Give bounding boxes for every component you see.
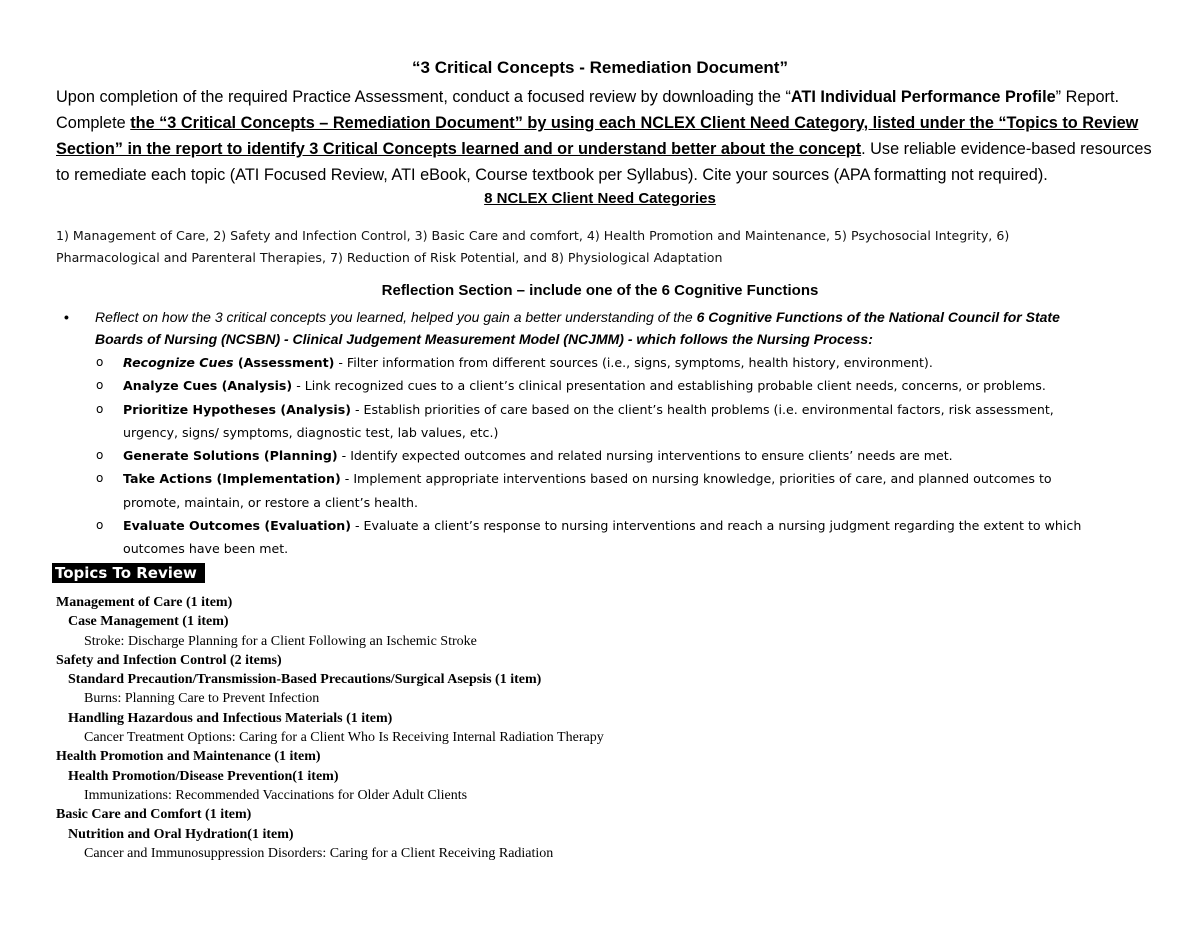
cognitive-function-description: - Evaluate a client’s response to nursing interventions and reach a nursing judgment regarding the extent to which <box>350 518 1082 534</box>
cognitive-function-description: - Implement appropriate interventions based on nursing knowledge, priorities of care, and planned outcomes to <box>340 471 1052 487</box>
topic-item: Stroke: Discharge Planning for a Client Following an Ischemic Stroke <box>84 633 477 649</box>
cognitive-function-term: (Assessment) <box>233 355 335 370</box>
cognitive-function-item <box>96 444 1156 467</box>
categories-line: 1) Management of Care, 2) Safety and Infection Control, 3) Basic Care and comfort, 4) Health Promotion and Maintenance, 5) Psychosocial Integrity, 6) <box>56 228 1010 243</box>
cognitive-function-item <box>96 467 1156 514</box>
topic-subcategory: Standard Precaution/Transmission-Based Precautions/Surgical Asepsis (1 item) <box>68 672 542 688</box>
topics-list <box>56 593 1156 863</box>
topic-category: Management of Care (1 item) <box>56 595 233 610</box>
cognitive-function-description: outcomes have been met. <box>123 541 289 557</box>
topics-to-review-badge: Topics To Review <box>52 563 205 583</box>
cognitive-function-item <box>96 374 1156 397</box>
cognitive-function-term: Take Actions (Implementation) <box>123 471 341 487</box>
topic-subcategory: Case Management (1 item) <box>68 614 229 630</box>
cognitive-function-item <box>96 514 1156 561</box>
categories-heading: 8 NCLEX Client Need Categories <box>484 190 716 207</box>
cognitive-function-description: - Identify expected outcomes and related nursing interventions to ensure clients’ needs are met. <box>337 448 953 464</box>
intro-line-4: to remediate each topic (ATI Focused Review, ATI eBook, Course textbook per Syllabus). Cite your sources (APA formatting not required). <box>56 166 1048 184</box>
topic-category: Basic Care and Comfort (1 item) <box>56 807 252 823</box>
reflection-heading: Reflection Section – include one of the 6 Cognitive Functions <box>381 282 819 299</box>
bullet-text: Reflect on how the 3 critical concepts you learned, helped you gain a better understanding of the <box>95 309 697 325</box>
reflection-bullet-line <box>95 306 1155 328</box>
cognitive-function-line <box>123 398 1156 421</box>
sub-bullet-icon: o <box>96 448 104 463</box>
cognitive-function-term: Evaluate Outcomes (Evaluation) <box>123 518 351 534</box>
cognitive-function-term: Analyze Cues (Analysis) <box>123 378 293 394</box>
topic-subcategory: Nutrition and Oral Hydration(1 item) <box>68 826 294 842</box>
cognitive-function-description: - Filter information from different sources (i.e., signs, symptoms, health history, environment). <box>334 355 933 370</box>
report-name: ATI Individual Performance Profile <box>790 88 1056 106</box>
intro-text: Complete <box>56 114 131 132</box>
bullet-icon: • <box>64 309 69 325</box>
intro-text: Upon completion of the required Practice Assessment, conduct a focused review by downloading the “ <box>56 88 791 106</box>
topic-category: Safety and Infection Control (2 items) <box>56 652 282 668</box>
cognitive-function-line <box>123 514 1156 537</box>
cognitive-function-line <box>123 444 1156 467</box>
cognitive-function-line <box>123 351 1156 374</box>
cognitive-function-item <box>96 398 1156 445</box>
instruction-emphasis: the “3 Critical Concepts – Remediation Document” by using each NCLEX Client Need Category, listed under the “Topics to Review <box>130 114 1139 132</box>
cognitive-function-line <box>123 467 1156 490</box>
document-title: “3 Critical Concepts - Remediation Document” <box>412 58 788 77</box>
topic-subcategory: Handling Hazardous and Infectious Materials (1 item) <box>68 710 393 726</box>
cognitive-function-term: Prioritize Hypotheses (Analysis) <box>123 401 351 417</box>
cognitive-function-item <box>96 351 1156 374</box>
topic-subcategory: Health Promotion/Disease Prevention(1 item) <box>68 768 339 784</box>
sub-bullet-icon: o <box>96 378 104 393</box>
cognitive-function-term: Generate Solutions (Planning) <box>123 448 338 464</box>
intro-paragraph <box>56 84 1166 188</box>
sub-bullet-icon: o <box>96 355 104 369</box>
cognitive-function-term: Recognize Cues <box>123 355 234 370</box>
topic-item: Cancer and Immunosuppression Disorders: Caring for a Client Receiving Radiation <box>84 845 554 861</box>
cognitive-function-line <box>123 374 1156 397</box>
reflection-bullet-text <box>95 306 1155 350</box>
topic-category: Health Promotion and Maintenance (1 item) <box>56 749 321 765</box>
cognitive-function-description: promote, maintain, or restore a client’s health. <box>123 494 419 510</box>
categories-list <box>56 225 1166 269</box>
cognitive-function-description: - Link recognized cues to a client’s clinical presentation and establishing probable client needs, concerns, or problems. <box>292 378 1046 394</box>
topic-item: Immunizations: Recommended Vaccinations for Older Adult Clients <box>84 787 468 803</box>
intro-text: ” Report. <box>1055 88 1119 106</box>
bullet-emphasis: 6 Cognitive Functions of the National Council for State <box>696 309 1060 325</box>
intro-line-1 <box>56 84 1166 110</box>
intro-line-3 <box>56 136 1166 162</box>
cognitive-function-description: - Establish priorities of care based on the client’s health problems (i.e. environmental factors, risk assessment, <box>350 401 1054 417</box>
sub-bullet-icon: o <box>96 471 104 486</box>
sub-bullet-icon: o <box>96 401 104 416</box>
reflection-bullet-line: Boards of Nursing (NCSBN) - Clinical Judgement Measurement Model (NCJMM) - which follows the Nursing Process: <box>95 331 873 347</box>
categories-line: Pharmacological and Parenteral Therapies, 7) Reduction of Risk Potential, and 8) Physiological Adaptation <box>56 250 723 265</box>
cognitive-function-description: urgency, signs/ symptoms, diagnostic test, lab values, etc.) <box>123 424 499 440</box>
instruction-emphasis: Section” in the report to identify 3 Critical Concepts learned and or understand better about the concept <box>56 140 862 158</box>
sub-bullet-icon: o <box>96 518 104 533</box>
topic-item: Cancer Treatment Options: Caring for a Client Who Is Receiving Internal Radiation Therapy <box>84 730 604 746</box>
intro-text: . Use reliable evidence-based resources <box>861 140 1152 158</box>
cognitive-functions-list <box>96 351 1156 561</box>
topic-item: Burns: Planning Care to Prevent Infection <box>84 691 320 707</box>
intro-line-2 <box>56 110 1166 136</box>
